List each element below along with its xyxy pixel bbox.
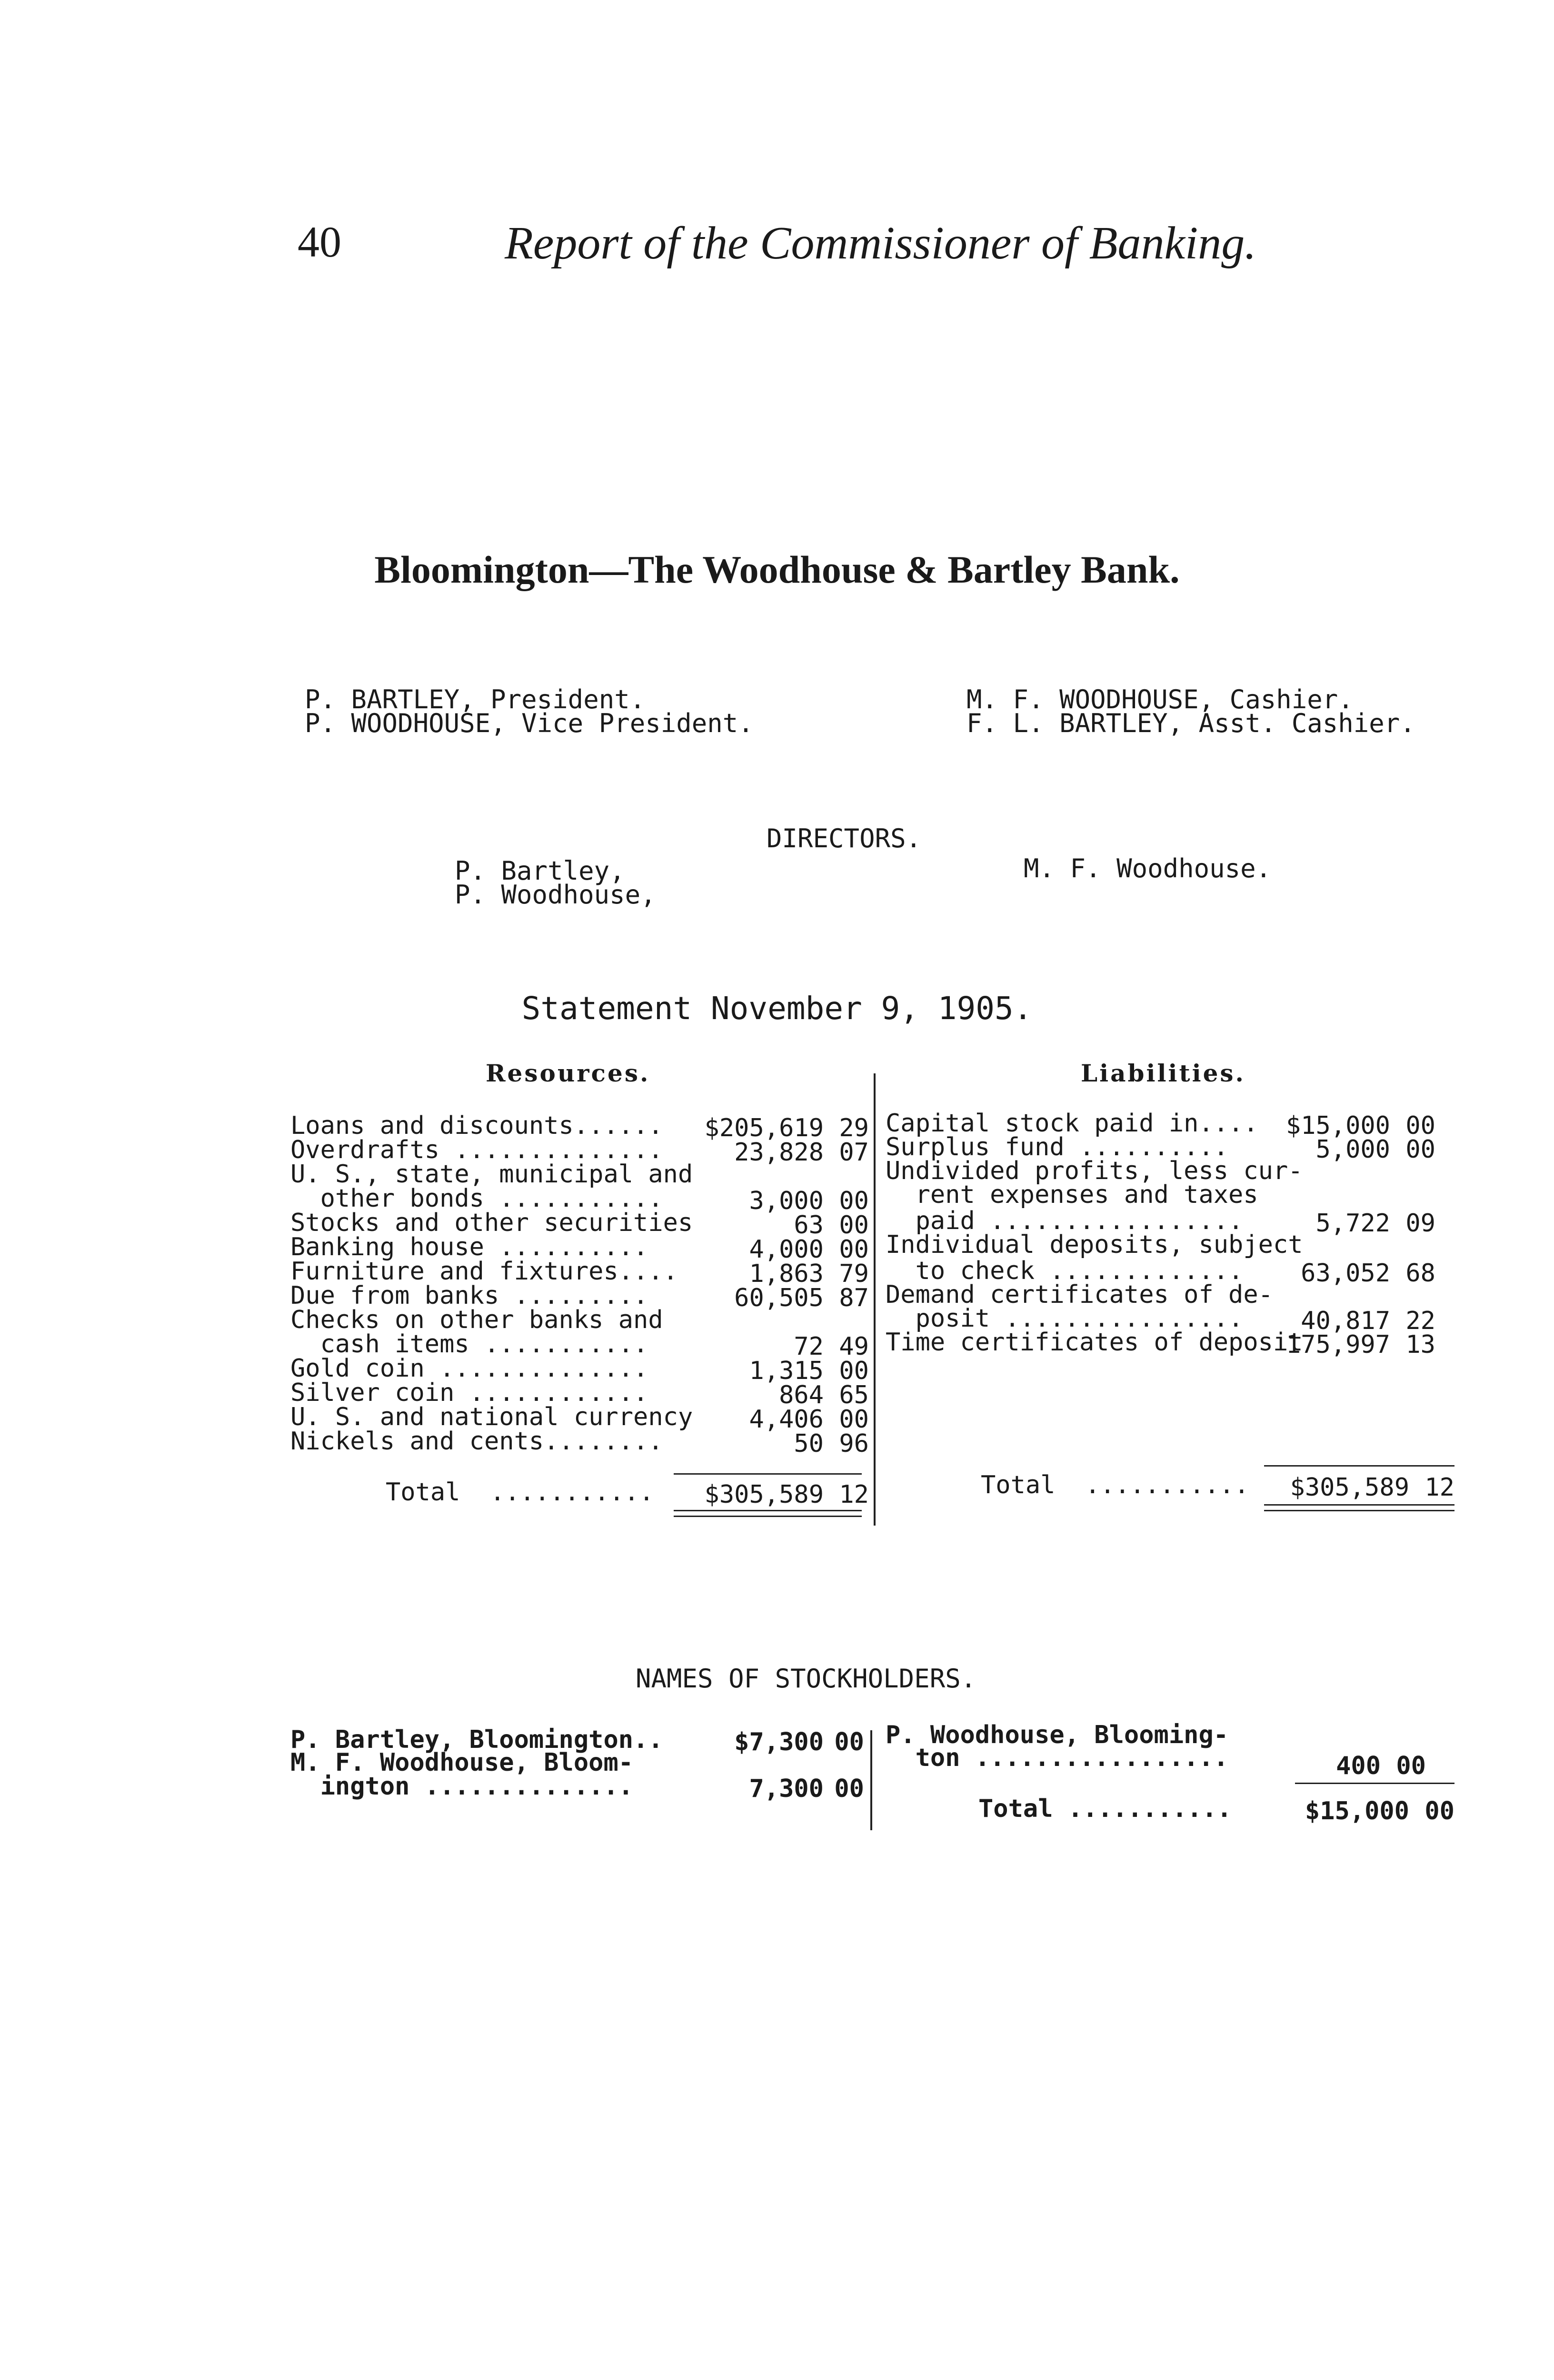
liability-label: Surplus fund .......... <box>886 1133 1229 1161</box>
stockholder-amount: $7,300 <box>734 1728 824 1756</box>
stockholder-label: M. F. Woodhouse, Bloom- <box>290 1748 634 1777</box>
liabilities-total-rule <box>1264 1465 1454 1467</box>
resource-cents: 00 <box>839 1187 869 1215</box>
director-woodhouse: P. Woodhouse, <box>455 880 656 910</box>
resource-label: U. S., state, municipal and <box>290 1160 693 1189</box>
resource-cents: 65 <box>839 1381 869 1409</box>
liability-cents: 09 <box>1405 1209 1435 1238</box>
officer-president: P. BARTLEY, President. <box>305 684 646 714</box>
directors-heading: DIRECTORS. <box>767 823 922 853</box>
resource-label: Loans and discounts...... <box>290 1111 663 1140</box>
resource-label: Furniture and fixtures.... <box>290 1257 678 1286</box>
resource-label: Silver coin ............ <box>290 1378 648 1407</box>
resource-cents: 79 <box>839 1259 869 1288</box>
stockholders-total-cents: 00 <box>1424 1797 1454 1825</box>
liabilities-heading: Liabilities. <box>1081 1059 1245 1087</box>
resources-double-rule-1 <box>674 1510 862 1511</box>
liability-label: Demand certificates of de- <box>886 1280 1273 1309</box>
resource-label: other bonds ........... <box>290 1184 663 1213</box>
stockholder-cents: 00 <box>1396 1752 1426 1780</box>
stockholder-label: P. Woodhouse, Blooming- <box>886 1721 1229 1749</box>
resource-amount: $205,619 <box>704 1114 824 1142</box>
liability-amount: $15,000 <box>1285 1111 1390 1140</box>
resources-table <box>290 1111 871 1476</box>
liability-amount: 63,052 <box>1301 1259 1390 1288</box>
liabilities-double-rule-2 <box>1264 1510 1454 1511</box>
stockholders-total-rule <box>1295 1783 1454 1784</box>
resources-total-amount: $305,589 <box>704 1480 824 1509</box>
liability-label: posit ................ <box>886 1304 1244 1333</box>
resource-amount: 4,406 <box>749 1405 824 1434</box>
officer-asst-cashier: F. L. BARTLEY, Asst. Cashier. <box>966 708 1415 738</box>
resource-label: Overdrafts .............. <box>290 1136 663 1164</box>
resource-amount: 864 <box>779 1381 824 1409</box>
stockholder-amount: 7,300 <box>749 1775 824 1803</box>
liability-label: Time certificates of deposit <box>886 1328 1303 1357</box>
officer-cashier: M. F. WOODHOUSE, Cashier. <box>966 684 1354 714</box>
resource-amount: 50 <box>794 1429 824 1458</box>
director-mf-woodhouse: M. F. Woodhouse. <box>1024 853 1272 883</box>
liabilities-total-amount: $305,589 <box>1290 1473 1409 1502</box>
liabilities-double-rule-1 <box>1264 1504 1454 1506</box>
stockholders-divider <box>870 1730 872 1830</box>
resource-amount: 3,000 <box>749 1187 824 1215</box>
stockholder-amount: 400 <box>1336 1752 1381 1780</box>
liabilities-total-label: Total ........... <box>981 1471 1249 1499</box>
stockholder-label: P. Bartley, Bloomington.. <box>290 1726 663 1754</box>
liability-label: Capital stock paid in.... <box>886 1109 1258 1138</box>
resources-total-label: Total ........... <box>386 1478 654 1507</box>
resource-cents: 87 <box>839 1284 869 1312</box>
liability-amount: 5,000 <box>1315 1135 1390 1164</box>
officer-vice-president: P. WOODHOUSE, Vice President. <box>305 708 754 738</box>
liability-amount: 40,817 <box>1301 1307 1390 1335</box>
resource-amount: 1,863 <box>749 1259 824 1288</box>
liability-cents: 00 <box>1405 1111 1435 1140</box>
liability-cents: 00 <box>1405 1135 1435 1164</box>
liability-label: Undivided profits, less cur- <box>886 1157 1303 1185</box>
resources-total-cents: 12 <box>839 1480 869 1509</box>
stockholders-heading: NAMES OF STOCKHOLDERS. <box>636 1664 976 1694</box>
liability-cents: 22 <box>1405 1307 1435 1335</box>
liability-label: to check ............. <box>886 1257 1244 1285</box>
resource-cents: 00 <box>839 1235 869 1264</box>
resource-cents: 00 <box>839 1405 869 1434</box>
resource-amount: 63 <box>794 1211 824 1240</box>
resource-label: Stocks and other securities <box>290 1209 693 1237</box>
resource-amount: 1,315 <box>749 1357 824 1385</box>
liability-label: Individual deposits, subject <box>886 1230 1303 1259</box>
resource-label: Checks on other banks and <box>290 1306 663 1334</box>
resource-label: Due from banks ......... <box>290 1281 648 1310</box>
resource-cents: 29 <box>839 1114 869 1142</box>
resources-heading: Resources. <box>486 1059 650 1087</box>
resources-double-rule-2 <box>674 1516 862 1517</box>
liability-amount: 175,997 <box>1285 1330 1390 1359</box>
resource-label: Nickels and cents........ <box>290 1427 663 1456</box>
resource-label: U. S. and national currency <box>290 1403 693 1431</box>
stockholders-total-label: Total ........... <box>978 1795 1232 1823</box>
liability-label: rent expenses and taxes <box>886 1180 1258 1209</box>
resource-label: Gold coin .............. <box>290 1354 648 1383</box>
liability-label: paid ................. <box>886 1207 1244 1235</box>
bank-title: Bloomington—The Woodhouse & Bartley Bank. <box>374 548 1180 591</box>
column-divider <box>874 1073 876 1526</box>
stockholder-cents: 00 <box>834 1775 864 1803</box>
liability-cents: 68 <box>1405 1259 1435 1288</box>
liabilities-total-cents: 12 <box>1424 1473 1454 1502</box>
liability-cents: 13 <box>1405 1330 1435 1359</box>
statement-title: Statement November 9, 1905. <box>521 990 1033 1027</box>
stockholders-total-amount: $15,000 <box>1305 1797 1409 1825</box>
stockholders-left <box>290 1728 862 1823</box>
resource-cents: 00 <box>839 1211 869 1240</box>
resource-cents: 07 <box>839 1138 869 1167</box>
resource-label: Banking house .......... <box>290 1233 648 1261</box>
resources-total-rule <box>674 1473 862 1475</box>
resource-label: cash items ........... <box>290 1330 648 1359</box>
stockholder-label: ton ................. <box>886 1744 1229 1772</box>
resource-amount: 60,505 <box>734 1284 824 1312</box>
liabilities-table <box>886 1111 1466 1359</box>
running-title: Report of the Commissioner of Banking. <box>505 218 1256 269</box>
resource-cents: 49 <box>839 1332 869 1361</box>
liability-amount: 5,722 <box>1315 1209 1390 1238</box>
director-bartley: P. Bartley, <box>455 856 625 886</box>
stockholder-cents: 00 <box>834 1728 864 1756</box>
resource-amount: 23,828 <box>734 1138 824 1167</box>
resource-amount: 72 <box>794 1332 824 1361</box>
resource-amount: 4,000 <box>749 1235 824 1264</box>
resource-cents: 00 <box>839 1357 869 1385</box>
page-number: 40 <box>298 218 341 266</box>
resource-cents: 96 <box>839 1429 869 1458</box>
stockholder-label: ington .............. <box>290 1772 634 1801</box>
